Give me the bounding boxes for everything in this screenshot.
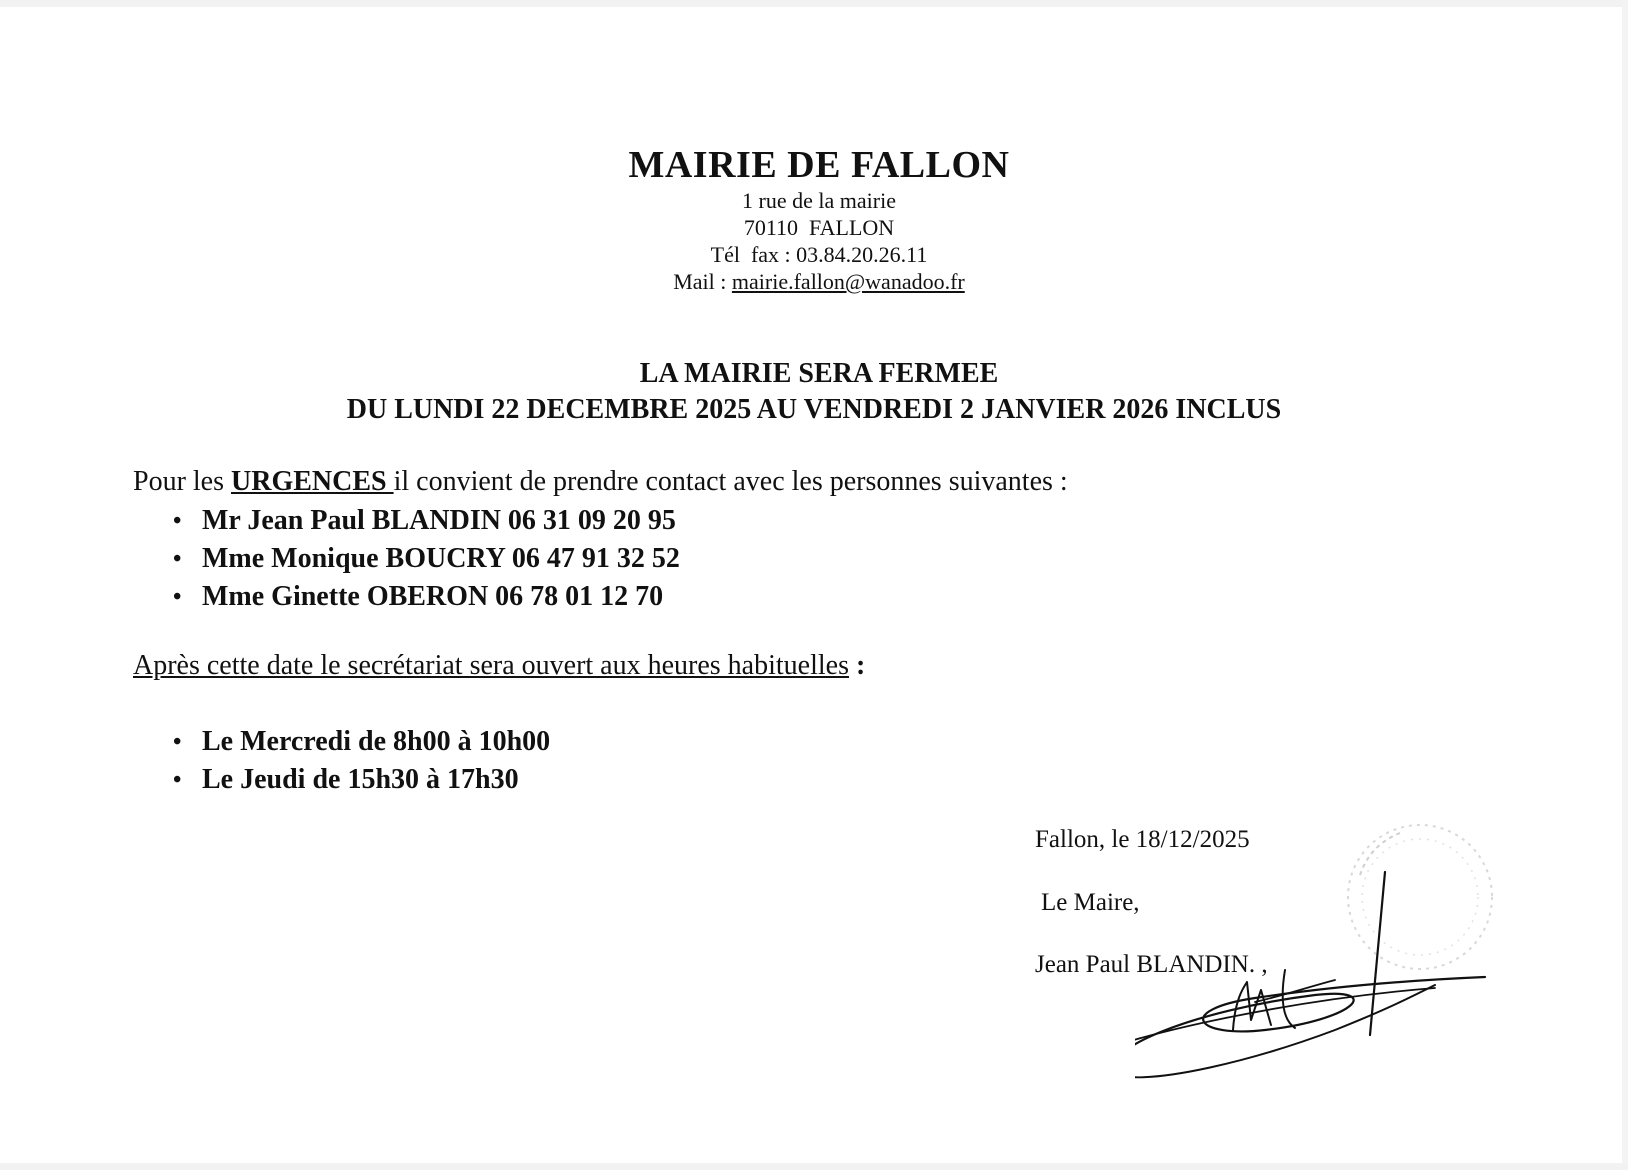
contacts-list xyxy=(170,502,680,616)
signoff-date: Fallon, le 18/12/2025 xyxy=(1035,826,1250,853)
urgent-suffix: il convient de prendre contact avec les personnes suivantes : xyxy=(393,466,1068,497)
hours-text: Le Mercredi de 8h00 à 10h00 xyxy=(202,726,551,757)
list-item xyxy=(170,723,550,761)
urgent-intro xyxy=(133,466,1068,498)
bullet-icon: • xyxy=(173,508,182,534)
opening-hours-list xyxy=(170,723,550,799)
closure-title: LA MAIRIE SERA FERMEE xyxy=(639,358,999,389)
mail-link[interactable]: mairie.fallon@wanadoo.fr xyxy=(731,269,965,294)
opening-hours-text: Après cette date le secrétariat sera ouvert aux heures habituelles xyxy=(133,650,849,681)
scan-edge-bottom xyxy=(0,1163,1628,1170)
opening-hours-intro xyxy=(133,650,865,682)
phone-fax: Tél fax : 03.84.20.26.11 xyxy=(710,242,928,267)
hours-text: Le Jeudi de 15h30 à 17h30 xyxy=(202,764,519,795)
list-item xyxy=(170,540,680,578)
signature-icon xyxy=(1135,860,1505,1090)
urgent-prefix: Pour les xyxy=(133,466,231,497)
mail-label: Mail : xyxy=(673,269,732,294)
closure-dates: DU LUNDI 22 DECEMBRE 2025 AU VENDREDI 2 JANVIER 2026 INCLUS xyxy=(346,394,1282,425)
letterhead xyxy=(0,143,1628,295)
opening-hours-colon: : xyxy=(848,650,866,681)
address-city: 70110 FALLON xyxy=(743,215,895,240)
list-item xyxy=(170,502,680,540)
scan-edge-top xyxy=(0,0,1628,7)
urgent-keyword: URGENCES xyxy=(231,466,394,497)
signoff-title: Le Maire, xyxy=(1041,889,1140,916)
bullet-icon: • xyxy=(173,584,182,610)
bullet-icon: • xyxy=(173,729,182,755)
contact-text: Mme Ginette OBERON 06 78 01 12 70 xyxy=(202,581,664,612)
list-item xyxy=(170,761,550,799)
org-name: MAIRIE DE FALLON xyxy=(628,144,1010,186)
closure-notice xyxy=(0,356,1628,428)
bullet-icon: • xyxy=(173,767,182,793)
contact-text: Mme Monique BOUCRY 06 47 91 32 52 xyxy=(202,543,680,574)
list-item xyxy=(170,578,680,616)
mail-line xyxy=(10,268,1628,295)
bullet-icon: • xyxy=(173,546,182,572)
address-street: 1 rue de la mairie xyxy=(742,188,896,213)
contact-text: Mr Jean Paul BLANDIN 06 31 09 20 95 xyxy=(202,505,676,536)
signoff-name: Jean Paul BLANDIN. , xyxy=(1035,951,1268,978)
